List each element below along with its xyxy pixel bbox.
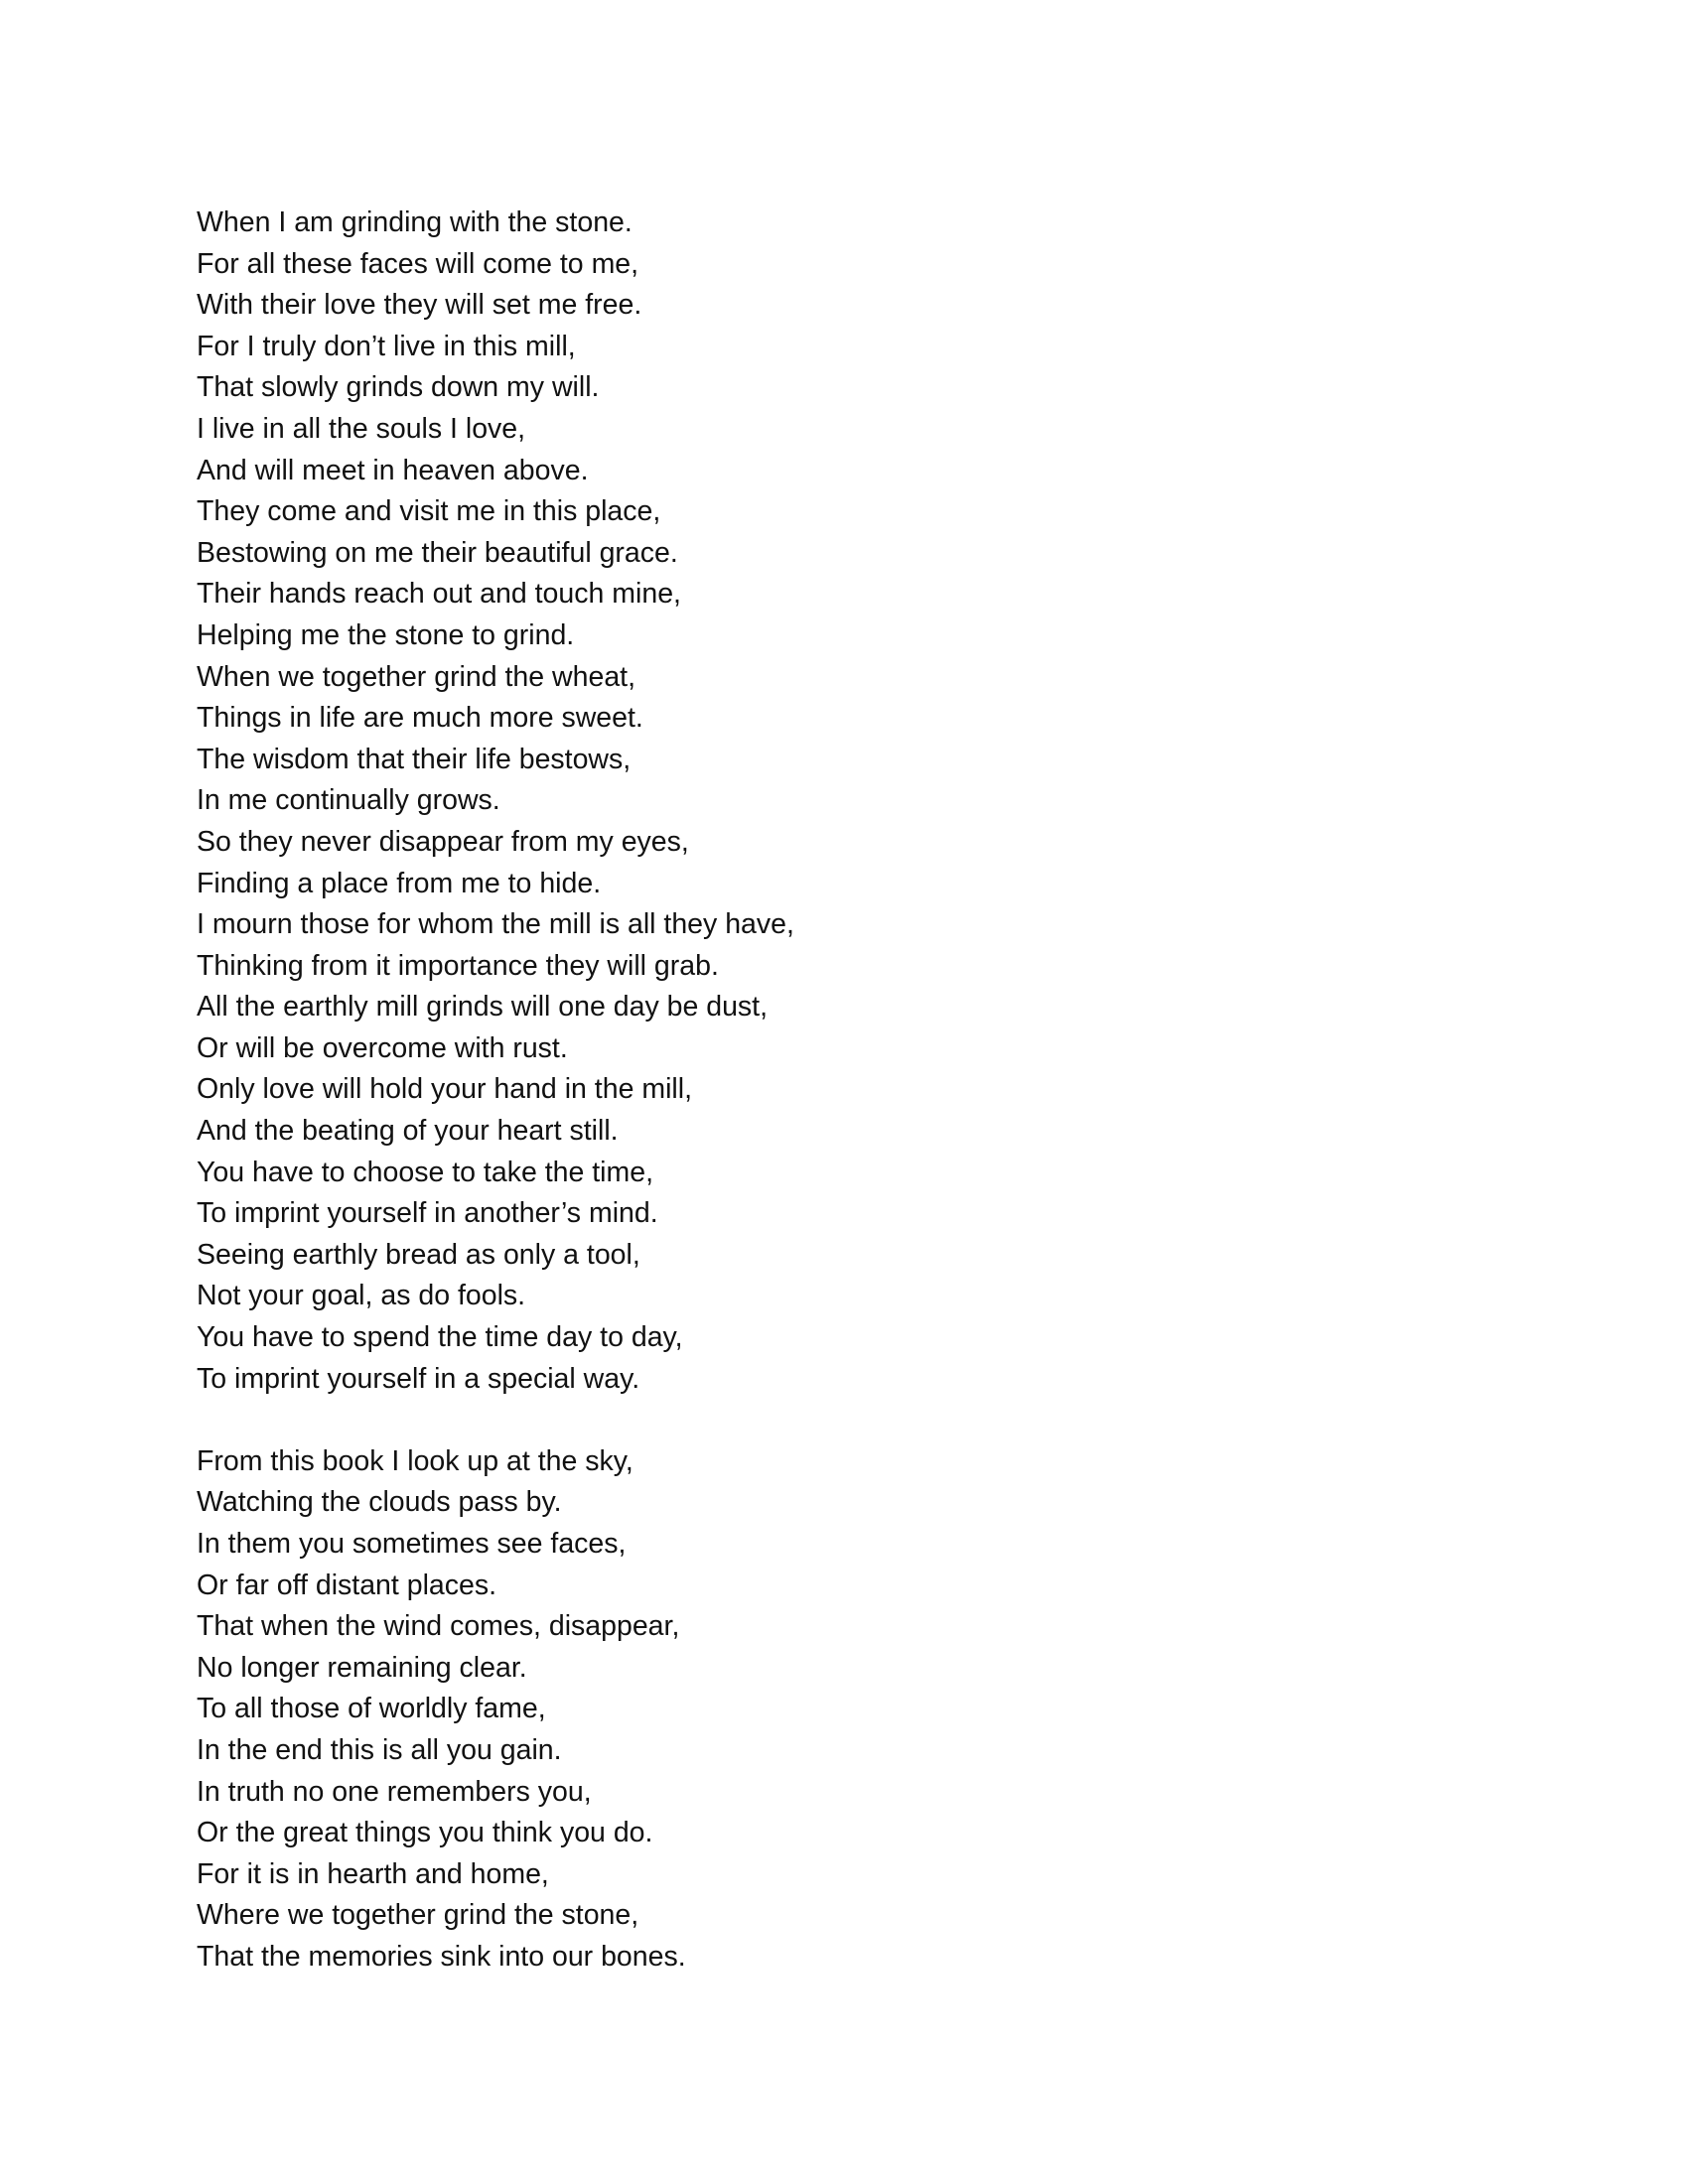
poem-line: So they never disappear from my eyes, — [197, 825, 689, 858]
poem-line: The wisdom that their life bestows, — [197, 743, 632, 775]
poem-line: Where we together grind the stone, — [197, 1899, 639, 1932]
poem-line: To all those of worldly fame, — [197, 1693, 546, 1725]
poem-line: When we together grind the wheat, — [197, 660, 636, 693]
poem-line: In the end this is all you gain. — [197, 1733, 562, 1766]
poem-line: Their hands reach out and touch mine, — [197, 578, 681, 611]
poem-line: When I am grinding with the stone. — [197, 206, 633, 238]
poem-line: I live in all the souls I love, — [197, 412, 526, 445]
poem-line: Finding a place from me to hide. — [197, 867, 602, 899]
poem-line: You have to choose to take the time, — [197, 1156, 654, 1188]
poem-line: I mourn those for whom the mill is all they have, — [197, 908, 794, 941]
poem-line: No longer remaining clear. — [197, 1651, 527, 1684]
poem-line: For all these faces will come to me, — [197, 247, 639, 280]
poem-line: Not your goal, as do fools. — [197, 1280, 526, 1312]
poem-line: To imprint yourself in a special way. — [197, 1362, 640, 1395]
poem-line: Or the great things you think you do. — [197, 1817, 653, 1849]
poem-line: That the memories sink into our bones. — [197, 1940, 686, 1973]
poem-line: Bestowing on me their beautiful grace. — [197, 536, 678, 569]
poem-line: You have to spend the time day to day, — [197, 1321, 683, 1354]
poem-line: And the beating of your heart still. — [197, 1115, 619, 1148]
poem-line: In truth no one remembers you, — [197, 1775, 592, 1808]
poem-line: Only love will hold your hand in the mill, — [197, 1073, 692, 1106]
poem-line: All the earthly mill grinds will one day be dust, — [197, 991, 769, 1024]
stanza-2 — [197, 1441, 1487, 1979]
poem-line: With their love they will set me free. — [197, 289, 642, 322]
poem-line: And will meet in heaven above. — [197, 454, 589, 486]
poem-line: Helping me the stone to grind. — [197, 618, 575, 651]
poem-line: From this book I look up at the sky, — [197, 1444, 633, 1477]
poem-line: In me continually grows. — [197, 784, 500, 817]
poem-line: To imprint yourself in another’s mind. — [197, 1197, 658, 1230]
poem-line: That slowly grinds down my will. — [197, 371, 600, 404]
poem-line: Watching the clouds pass by. — [197, 1486, 562, 1519]
poem-line: Things in life are much more sweet. — [197, 702, 643, 735]
stanza-1 — [197, 203, 1487, 1400]
poem-line: In them you sometimes see faces, — [197, 1528, 627, 1560]
poem-line: Seeing earthly bread as only a tool, — [197, 1238, 640, 1271]
poem-line: Thinking from it importance they will grab. — [197, 949, 719, 982]
poem-body — [197, 203, 1487, 1979]
poem-line: Or will be overcome with rust. — [197, 1031, 568, 1064]
poem-line: For I truly don’t live in this mill, — [197, 330, 576, 362]
poem-line: For it is in hearth and home, — [197, 1857, 549, 1890]
poem-line: That when the wind comes, disappear, — [197, 1610, 680, 1643]
poem-line: Or far off distant places. — [197, 1569, 497, 1601]
poem-line: They come and visit me in this place, — [197, 495, 661, 528]
